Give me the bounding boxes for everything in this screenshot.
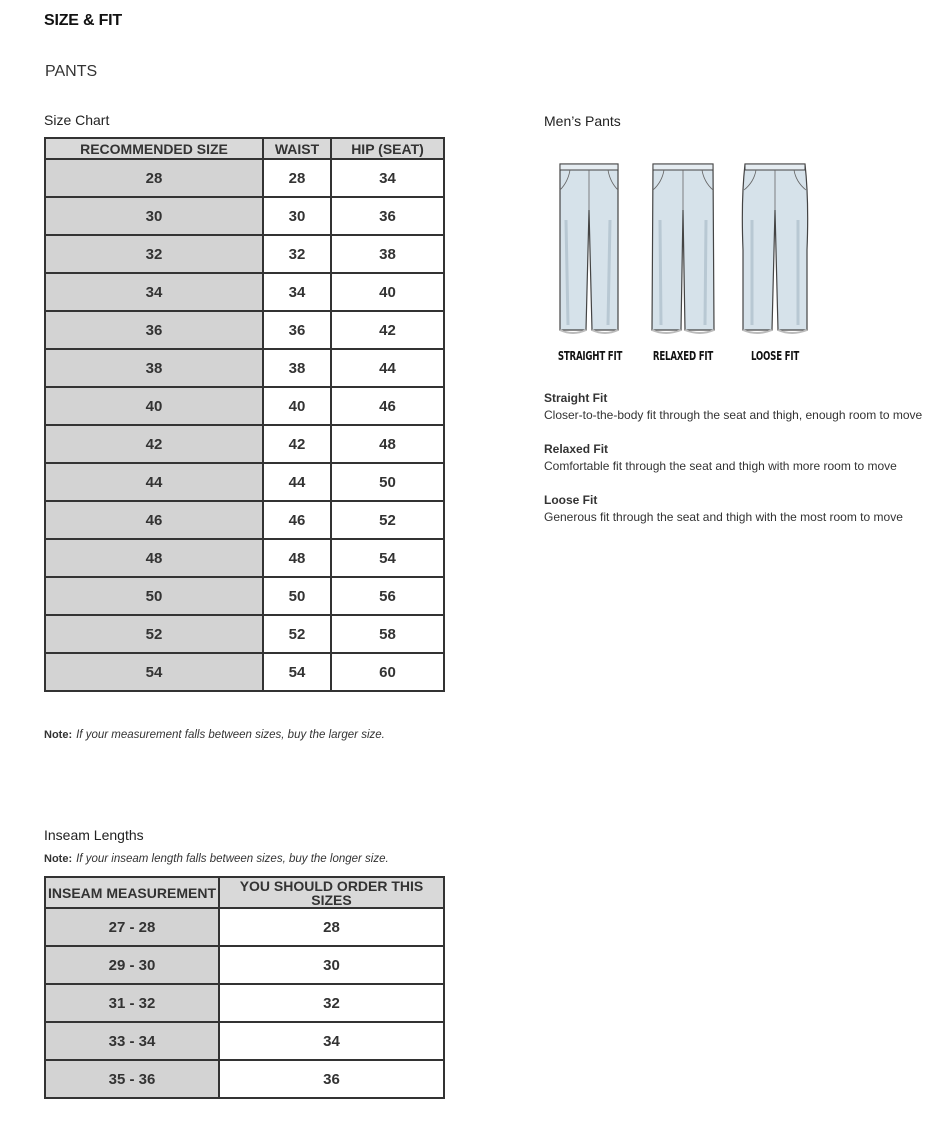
cell-waist: 50 [263, 577, 331, 615]
table-row [45, 387, 444, 425]
cell-hip-seat: 58 [331, 615, 444, 653]
fit-description-relaxed [544, 442, 897, 473]
cell-recommended-size: 48 [45, 539, 263, 577]
cell-recommended-size: 50 [45, 577, 263, 615]
cell-inseam-measurement: 31 - 32 [45, 984, 219, 1022]
cell-hip-seat: 42 [331, 311, 444, 349]
note-label: Note: [44, 729, 73, 741]
mens-pants-title: Men’s Pants [544, 113, 621, 129]
size-chart-title: Size Chart [44, 112, 110, 128]
table-header-row [45, 877, 444, 908]
cell-recommended-size: 42 [45, 425, 263, 463]
cell-waist: 36 [263, 311, 331, 349]
size-chart-table [44, 137, 445, 692]
cell-order-size: 36 [219, 1060, 444, 1098]
fit-desc: Generous fit through the seat and thigh with the most room to move [544, 510, 903, 524]
cell-hip-seat: 56 [331, 577, 444, 615]
cell-waist: 32 [263, 235, 331, 273]
cell-recommended-size: 28 [45, 159, 263, 197]
cell-recommended-size: 46 [45, 501, 263, 539]
cell-waist: 54 [263, 653, 331, 691]
cell-hip-seat: 52 [331, 501, 444, 539]
table-row [45, 946, 444, 984]
category-title: PANTS [45, 63, 98, 80]
cell-inseam-measurement: 27 - 28 [45, 908, 219, 946]
fit-name: Straight Fit [544, 391, 608, 405]
straight-fit-pants-icon [556, 160, 622, 336]
table-row [45, 984, 444, 1022]
cell-waist: 44 [263, 463, 331, 501]
table-row [45, 577, 444, 615]
cell-waist: 30 [263, 197, 331, 235]
table-row [45, 311, 444, 349]
fit-description-loose [544, 493, 903, 524]
cell-waist: 42 [263, 425, 331, 463]
cell-order-size: 32 [219, 984, 444, 1022]
cell-recommended-size: 38 [45, 349, 263, 387]
column-header-hip-seat: HIP (SEAT) [331, 138, 444, 159]
column-header-recommended-size: RECOMMENDED SIZE [45, 138, 263, 159]
table-row [45, 425, 444, 463]
cell-recommended-size: 32 [45, 235, 263, 273]
relaxed-fit-label: RELAXED FIT [652, 349, 714, 363]
table-row [45, 273, 444, 311]
cell-hip-seat: 36 [331, 197, 444, 235]
note-text: If your inseam length falls between sizes, buy the longer size. [76, 853, 389, 865]
fit-description-straight [544, 391, 922, 422]
cell-waist: 46 [263, 501, 331, 539]
column-header-waist: WAIST [263, 138, 331, 159]
pants-illustrations [556, 160, 816, 370]
table-header-row [45, 138, 444, 159]
table-row [45, 235, 444, 273]
cell-recommended-size: 44 [45, 463, 263, 501]
fit-desc: Closer-to-the-body fit through the seat and thigh, enough room to move [544, 408, 923, 422]
cell-hip-seat: 44 [331, 349, 444, 387]
table-row [45, 501, 444, 539]
cell-inseam-measurement: 33 - 34 [45, 1022, 219, 1060]
table-row [45, 1022, 444, 1060]
cell-hip-seat: 50 [331, 463, 444, 501]
cell-waist: 28 [263, 159, 331, 197]
relaxed-fit-pants-icon [650, 160, 716, 336]
inseam-title: Inseam Lengths [44, 827, 144, 843]
note-text: If your measurement falls between sizes, buy the larger size. [76, 729, 385, 741]
cell-inseam-measurement: 29 - 30 [45, 946, 219, 984]
cell-waist: 38 [263, 349, 331, 387]
fit-desc: Comfortable fit through the seat and thigh with more room to move [544, 459, 897, 473]
table-row [45, 463, 444, 501]
column-header-inseam-measurement: INSEAM MEASUREMENT [45, 877, 219, 908]
cell-recommended-size: 52 [45, 615, 263, 653]
cell-recommended-size: 54 [45, 653, 263, 691]
inseam-note [44, 853, 389, 865]
cell-waist: 52 [263, 615, 331, 653]
inseam-table [44, 876, 445, 1099]
column-header-order-size: YOU SHOULD ORDER THIS SIZES [219, 877, 444, 908]
straight-fit-label: STRAIGHT FIT [557, 349, 623, 363]
cell-recommended-size: 30 [45, 197, 263, 235]
table-row [45, 653, 444, 691]
table-row [45, 908, 444, 946]
table-row [45, 1060, 444, 1098]
page-title: SIZE & FIT [44, 12, 123, 29]
cell-order-size: 30 [219, 946, 444, 984]
note-label: Note: [44, 853, 73, 865]
cell-order-size: 28 [219, 908, 444, 946]
size-chart-note [44, 729, 385, 741]
cell-hip-seat: 54 [331, 539, 444, 577]
table-row [45, 615, 444, 653]
cell-hip-seat: 48 [331, 425, 444, 463]
table-row [45, 539, 444, 577]
cell-order-size: 34 [219, 1022, 444, 1060]
cell-recommended-size: 40 [45, 387, 263, 425]
cell-waist: 34 [263, 273, 331, 311]
cell-hip-seat: 60 [331, 653, 444, 691]
loose-fit-label: LOOSE FIT [750, 349, 800, 363]
cell-waist: 40 [263, 387, 331, 425]
fit-name: Loose Fit [544, 493, 598, 507]
cell-hip-seat: 40 [331, 273, 444, 311]
cell-recommended-size: 36 [45, 311, 263, 349]
cell-waist: 48 [263, 539, 331, 577]
table-row [45, 197, 444, 235]
cell-hip-seat: 46 [331, 387, 444, 425]
cell-hip-seat: 34 [331, 159, 444, 197]
table-row [45, 349, 444, 387]
cell-recommended-size: 34 [45, 273, 263, 311]
loose-fit-pants-icon [740, 160, 810, 336]
cell-inseam-measurement: 35 - 36 [45, 1060, 219, 1098]
fit-name: Relaxed Fit [544, 442, 609, 456]
table-row [45, 159, 444, 197]
cell-hip-seat: 38 [331, 235, 444, 273]
